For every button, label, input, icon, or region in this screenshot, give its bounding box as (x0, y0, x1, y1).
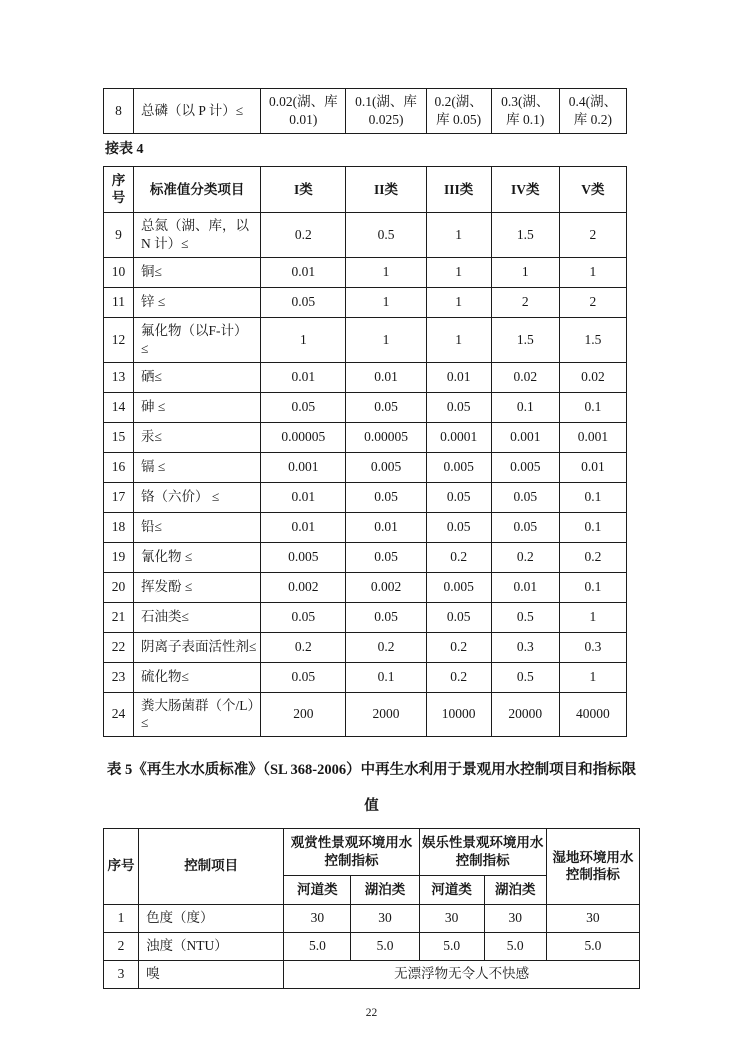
row-value: 1.5 (559, 317, 626, 362)
row-number: 21 (104, 602, 134, 632)
column-header-no: 序号 (104, 829, 139, 904)
table-row (104, 213, 627, 258)
row-number: 15 (104, 422, 134, 452)
row-value: 0.0001 (426, 422, 491, 452)
row-number: 24 (104, 692, 134, 737)
row-value: 0.001 (261, 452, 346, 482)
row-value: 1 (426, 257, 491, 287)
row-value: 0.005 (261, 542, 346, 572)
row-value: 0.3(湖、库 0.1) (491, 89, 559, 134)
row-number: 11 (104, 287, 134, 317)
row-value: 0.2 (559, 542, 626, 572)
row-value: 0.05 (491, 482, 559, 512)
row-value: 0.05 (261, 287, 346, 317)
row-value: 0.2 (426, 632, 491, 662)
row-value: 5.0 (484, 932, 546, 960)
row-value: 1 (261, 317, 346, 362)
row-label: 石油类≤ (134, 602, 261, 632)
row-value: 0.5 (491, 662, 559, 692)
row-value: 2 (559, 213, 626, 258)
table-row (104, 632, 627, 662)
row-label: 镉 ≤ (134, 452, 261, 482)
subcolumn-header-river: 河道类 (284, 875, 351, 904)
table-row (104, 287, 627, 317)
row-label: 砷 ≤ (134, 392, 261, 422)
group-header-ornamental: 观赏性景观环境用水控制指标 (284, 829, 419, 876)
row-value: 1 (346, 287, 426, 317)
row-value: 30 (351, 904, 419, 932)
table-row (104, 602, 627, 632)
row-value: 30 (484, 904, 546, 932)
row-value: 1 (426, 317, 491, 362)
row-value: 1.5 (491, 213, 559, 258)
row-value: 0.1(湖、库 0.025) (346, 89, 426, 134)
row-value: 1 (426, 213, 491, 258)
row-label: 色度（度） (139, 904, 284, 932)
column-header-item: 标准值分类项目 (134, 166, 261, 213)
row-value: 0.00005 (261, 422, 346, 452)
row-label: 挥发酚 ≤ (134, 572, 261, 602)
row-value: 0.1 (491, 392, 559, 422)
row-number: 16 (104, 452, 134, 482)
row-value: 0.1 (559, 512, 626, 542)
row-value: 0.01 (346, 512, 426, 542)
row-value: 0.05 (491, 512, 559, 542)
row-value: 1 (426, 287, 491, 317)
table-row (104, 662, 627, 692)
table-row (104, 572, 627, 602)
row-value: 1 (346, 257, 426, 287)
row-value: 200 (261, 692, 346, 737)
column-header-class3: III类 (426, 166, 491, 213)
table5-title: 表 5《再生水水质标准》（SL 368-2006）中再生水利用于景观用水控制项目和指标限值 (106, 762, 637, 814)
row-value: 0.3 (491, 632, 559, 662)
row-value: 0.1 (559, 572, 626, 602)
row-value: 0.02 (559, 362, 626, 392)
row-value: 0.2 (261, 213, 346, 258)
row-value: 0.5 (491, 602, 559, 632)
column-header-class4: IV类 (491, 166, 559, 213)
table-row (104, 692, 627, 737)
row-value: 10000 (426, 692, 491, 737)
row-value: 2 (491, 287, 559, 317)
page-number: 22 (365, 1006, 378, 1019)
row-value: 0.005 (346, 452, 426, 482)
row-number: 12 (104, 317, 134, 362)
table-row (104, 512, 627, 542)
row-label: 浊度（NTU） (139, 932, 284, 960)
column-header-control-item: 控制项目 (139, 829, 284, 904)
row-value: 0.05 (261, 392, 346, 422)
row-value: 0.4(湖、库 0.2) (559, 89, 626, 134)
table5-header-row-top (104, 829, 640, 876)
row-value: 0.2 (426, 542, 491, 572)
row-label: 锌 ≤ (134, 287, 261, 317)
row-label: 铬（六价） ≤ (134, 482, 261, 512)
subcolumn-header-lake: 湖泊类 (351, 875, 419, 904)
row-number: 18 (104, 512, 134, 542)
row-value: 5.0 (419, 932, 484, 960)
row-label: 粪大肠菌群（个/L）≤ (134, 692, 261, 737)
row-number: 22 (104, 632, 134, 662)
row-label: 铜≤ (134, 257, 261, 287)
row-value: 30 (419, 904, 484, 932)
row-value: 0.2 (346, 632, 426, 662)
group-header-recreational: 娱乐性景观环境用水控制指标 (419, 829, 546, 876)
row-value: 0.05 (426, 392, 491, 422)
row-number: 17 (104, 482, 134, 512)
row-value: 0.002 (346, 572, 426, 602)
subcolumn-header-river: 河道类 (419, 875, 484, 904)
row-label: 嗅 (139, 960, 284, 988)
row-number: 2 (104, 932, 139, 960)
row-number: 14 (104, 392, 134, 422)
row-value: 0.3 (559, 632, 626, 662)
row-value: 0.05 (346, 482, 426, 512)
row-value: 30 (546, 904, 639, 932)
row-value: 0.01 (261, 257, 346, 287)
row-number: 13 (104, 362, 134, 392)
table-row (104, 482, 627, 512)
row-value: 1 (346, 317, 426, 362)
row-value: 0.05 (426, 512, 491, 542)
row-span-value: 无漂浮物无令人不快感 (284, 960, 640, 988)
row-value: 2000 (346, 692, 426, 737)
row-label: 硒≤ (134, 362, 261, 392)
table-row (104, 392, 627, 422)
row-number: 8 (104, 89, 134, 134)
row-value: 0.01 (559, 452, 626, 482)
row-value: 0.05 (426, 482, 491, 512)
table4 (103, 166, 627, 738)
row-value: 0.05 (346, 602, 426, 632)
row-value: 20000 (491, 692, 559, 737)
row-label: 总磷（以 P 计）≤ (134, 89, 261, 134)
row-value: 0.05 (261, 602, 346, 632)
row-value: 0.005 (426, 452, 491, 482)
column-header-class2: II类 (346, 166, 426, 213)
row-value: 0.2 (426, 662, 491, 692)
row-label: 铅≤ (134, 512, 261, 542)
row-value: 0.5 (346, 213, 426, 258)
row-value: 0.002 (261, 572, 346, 602)
row-value: 0.01 (426, 362, 491, 392)
row-value: 0.2 (491, 542, 559, 572)
row-value: 0.1 (559, 482, 626, 512)
row-value: 0.005 (491, 452, 559, 482)
row-value: 30 (284, 904, 351, 932)
row-value: 0.02(湖、库 0.01) (261, 89, 346, 134)
row-label: 总氮（湖、库，以 N 计）≤ (134, 213, 261, 258)
row-value: 0.05 (346, 542, 426, 572)
table-row (104, 317, 627, 362)
row-value: 0.01 (261, 482, 346, 512)
row-value: 0.01 (261, 512, 346, 542)
row-number: 20 (104, 572, 134, 602)
table4-header-row (104, 166, 627, 213)
row-value: 0.00005 (346, 422, 426, 452)
row-value: 0.05 (426, 602, 491, 632)
row-label: 汞≤ (134, 422, 261, 452)
table-row (104, 904, 640, 932)
table-row (104, 960, 640, 988)
table4-continuation-label: 接表 4 (105, 141, 144, 157)
row-number: 19 (104, 542, 134, 572)
table-row (104, 452, 627, 482)
row-value: 0.001 (559, 422, 626, 452)
table-row (104, 257, 627, 287)
table-row (104, 89, 627, 134)
table4-continuation (103, 88, 627, 134)
table-row (104, 932, 640, 960)
row-value: 0.1 (346, 662, 426, 692)
table-row (104, 542, 627, 572)
row-value: 40000 (559, 692, 626, 737)
table-row (104, 422, 627, 452)
row-value: 0.02 (491, 362, 559, 392)
row-label: 氟化物（以F-计） ≤ (134, 317, 261, 362)
column-header-class1: I类 (261, 166, 346, 213)
row-number: 23 (104, 662, 134, 692)
row-number: 9 (104, 213, 134, 258)
table-row (104, 362, 627, 392)
row-value: 0.05 (346, 392, 426, 422)
row-value: 5.0 (284, 932, 351, 960)
column-header-no: 序号 (104, 166, 134, 213)
table5 (103, 828, 640, 988)
row-value: 2 (559, 287, 626, 317)
row-value: 1.5 (491, 317, 559, 362)
subcolumn-header-lake: 湖泊类 (484, 875, 546, 904)
row-value: 1 (559, 662, 626, 692)
row-value: 5.0 (351, 932, 419, 960)
row-number: 3 (104, 960, 139, 988)
row-value: 1 (559, 257, 626, 287)
row-value: 0.01 (346, 362, 426, 392)
row-value: 0.2 (261, 632, 346, 662)
row-value: 0.05 (261, 662, 346, 692)
row-value: 1 (559, 602, 626, 632)
row-value: 0.005 (426, 572, 491, 602)
row-value: 1 (491, 257, 559, 287)
row-value: 5.0 (546, 932, 639, 960)
row-value: 0.1 (559, 392, 626, 422)
row-value: 0.01 (491, 572, 559, 602)
row-value: 0.01 (261, 362, 346, 392)
column-header-wetland: 湿地环境用水控制指标 (546, 829, 639, 904)
row-value: 0.2(湖、库 0.05) (426, 89, 491, 134)
row-label: 硫化物≤ (134, 662, 261, 692)
column-header-class5: V类 (559, 166, 626, 213)
row-number: 1 (104, 904, 139, 932)
row-value: 0.001 (491, 422, 559, 452)
row-label: 阴离子表面活性剂≤ (134, 632, 261, 662)
row-label: 氰化物 ≤ (134, 542, 261, 572)
row-number: 10 (104, 257, 134, 287)
